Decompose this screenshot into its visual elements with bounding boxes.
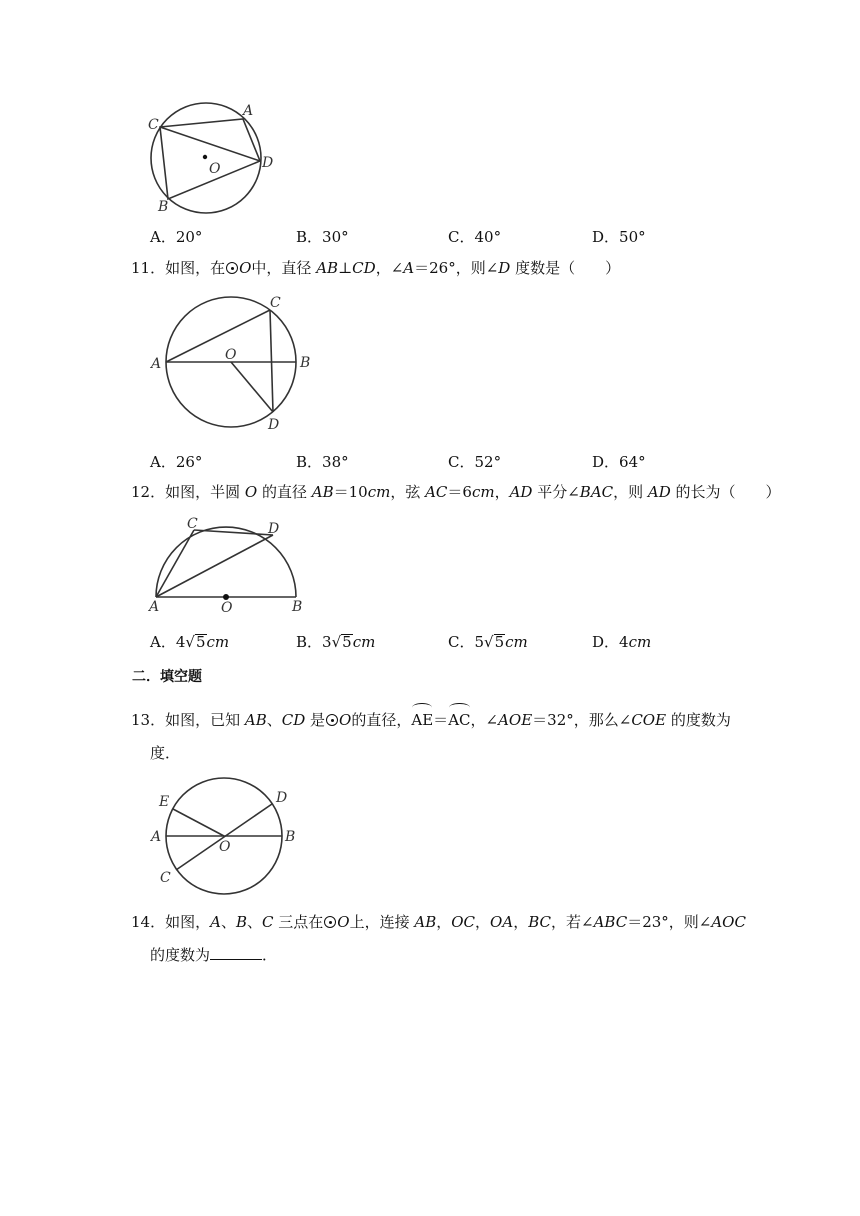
circle-symbol-icon [324, 916, 336, 928]
q12-option-a: A．4√5cm [150, 633, 230, 651]
q11-stem: 11．如图，在 O中，直径 AB⊥CD，∠A＝26°，则∠D 度数是（ ） [131, 259, 621, 277]
q10-option-b: B．30° [296, 228, 349, 246]
q12-label-b: B [292, 599, 303, 615]
answer-blank[interactable] [210, 959, 262, 960]
q12-figure [146, 515, 316, 615]
q11-label-o: O [225, 347, 237, 363]
q10-option-d: D．50° [592, 228, 646, 246]
q13-label-o: O [219, 839, 231, 855]
circle-symbol-icon [326, 714, 338, 726]
q13-figure [148, 782, 308, 902]
q12-label-d: D [268, 521, 280, 537]
q10-option-c: C．40° [448, 228, 502, 246]
q11-option-a: A．26° [150, 453, 203, 471]
q12-option-c: C．5√5cm [448, 633, 528, 651]
q13-stem-line2: 度． [150, 744, 181, 762]
section-title: 二．填空题 [132, 669, 202, 685]
q10-quadrilateral [160, 119, 260, 199]
q13-label-c: C [160, 870, 171, 886]
q12-label-c: C [187, 516, 198, 532]
q11-label-d: D [268, 417, 280, 433]
q11-label-c: C [270, 295, 281, 311]
q10-label-b: B [158, 199, 169, 215]
q13-diameter-cd [176, 804, 272, 870]
q10-label-d: D [262, 155, 274, 171]
q11-figure [148, 294, 318, 434]
q13-label-a: A [151, 829, 162, 845]
q10-label-a: A [243, 103, 254, 119]
sqrt-symbol: √5 [185, 633, 206, 651]
q11-option-d: D．64° [592, 453, 646, 471]
q14-stem: 14．如图，A、B、C 三点在 O上，连接 AB，OC，OA，BC，若∠ABC＝23°，则∠AOC [131, 913, 746, 931]
q10-option-a: A．20° [150, 228, 203, 246]
sqrt-symbol: √5 [484, 633, 505, 651]
q13-stem: 13．如图，已知 AB、CD 是 O的直径，AE＝AC，∠AOE＝32°，那么∠COE 的度数为 [131, 705, 731, 731]
q12-chord-cd [194, 530, 273, 535]
q11-chord-ac [166, 310, 270, 362]
q12-stem: 12．如图，半圆 O 的直径 AB＝10cm，弦 AC＝6cm，AD 平分∠BAC，则 AD 的长为（ ） [131, 483, 781, 501]
arc-ac: AC [448, 705, 470, 731]
q11-option-b: B．38° [296, 453, 349, 471]
q11-label-a: A [151, 356, 162, 372]
q12-option-b: B．3√5cm [296, 633, 376, 651]
q10-chord-cd [160, 127, 260, 161]
sqrt-symbol: √5 [331, 633, 352, 651]
q11-radius-od [231, 362, 273, 412]
q12-label-o: O [221, 600, 233, 616]
q10-label-c: C [148, 117, 159, 133]
q14-stem-line2: 的度数为 ． [150, 946, 278, 964]
q11-option-c: C．52° [448, 453, 502, 471]
arc-ae: AE [411, 705, 433, 731]
q11-label-b: B [300, 355, 311, 371]
q13-label-e: E [159, 794, 170, 810]
q13-label-b: B [285, 829, 296, 845]
q12-label-a: A [149, 599, 160, 615]
q12-option-d: D．4cm [592, 633, 652, 651]
q10-figure [140, 98, 290, 218]
q13-radius-oe [173, 809, 224, 836]
q10-label-o: O [209, 161, 221, 177]
circle-symbol-icon [226, 262, 238, 274]
q13-label-d: D [276, 790, 288, 806]
q10-center-dot [203, 155, 207, 159]
q11-chord-cd [270, 310, 273, 412]
